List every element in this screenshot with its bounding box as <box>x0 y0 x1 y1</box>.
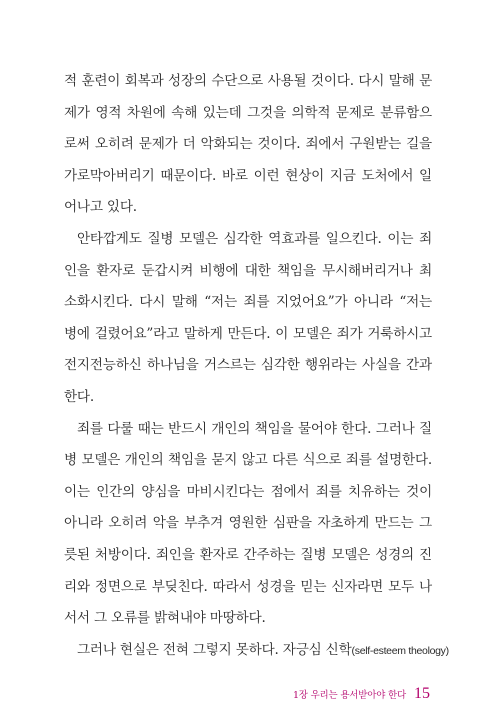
text-line: 인을 환자로 둔갑시켜 비행에 대한 책임을 무시해버리거나 최 <box>64 262 432 279</box>
paragraph <box>64 414 432 635</box>
english-term: (self-esteem theology) <box>351 644 449 657</box>
text-line <box>64 635 449 667</box>
text-line: 한다. <box>64 388 94 405</box>
text-line: 소화시킨다. 다시 말해 “저는 죄를 지었어요”가 아니라 “저는 <box>64 294 432 311</box>
paragraph <box>64 224 432 414</box>
text-line: 이는 인간의 양심을 마비시킨다는 점에서 죄를 치유하는 것이 <box>64 483 432 500</box>
text-line: 전지전능하신 하나님을 거스르는 심각한 행위라는 사실을 간과 <box>64 357 432 374</box>
text-line: 병에 걸렸어요”라고 말하게 만든다. 이 모델은 죄가 거룩하시고 <box>64 325 432 342</box>
text-line: 로써 오히려 문제가 더 악화되는 것이다. 죄에서 구원받는 길을 <box>64 136 432 153</box>
text-line: 병 모델은 개인의 책임을 묻지 않고 다른 식으로 죄를 설명한다. <box>64 452 432 469</box>
text-line: 적 훈련이 회복과 성장의 수단으로 사용될 것이다. 다시 말해 문 <box>64 73 432 89</box>
paragraph <box>64 66 432 224</box>
text-line: 서서 그 오류를 밝혀내야 마땅하다. <box>64 610 266 627</box>
text-line: 죄를 다룰 때는 반드시 개인의 책임을 물어야 한다. 그러나 질 <box>77 420 432 437</box>
text-line: 안타깝게도 질병 모델은 심각한 역효과를 일으킨다. 이는 죄 <box>77 230 432 247</box>
text-line: 가로막아버리기 때문이다. 바로 이런 현상이 지금 도처에서 일 <box>64 167 432 184</box>
page-footer <box>293 685 430 709</box>
text-line: 리와 정면으로 부딪친다. 따라서 성경을 믿는 신자라면 모두 나 <box>64 578 432 595</box>
text-line: 제가 영적 차원에 속해 있는데 그것을 의학적 문제로 분류함으 <box>64 104 432 121</box>
text-line-korean: 그러나 현실은 전혀 그렇지 못하다. 자긍심 신학 <box>77 641 352 658</box>
page-number: 15 <box>414 685 430 702</box>
running-footer-chapter: 1장 우리는 용서받아야 한다 <box>292 690 406 701</box>
paragraph <box>64 635 449 667</box>
text-line: 어나고 있다. <box>64 199 137 216</box>
text-line: 아니라 오히려 악을 부추겨 영원한 심판을 자초하게 만드는 그 <box>64 515 432 532</box>
text-line: 릇된 처방이다. 죄인을 환자로 간주하는 질병 모델은 성경의 진 <box>64 546 432 563</box>
body-text <box>64 66 449 666</box>
